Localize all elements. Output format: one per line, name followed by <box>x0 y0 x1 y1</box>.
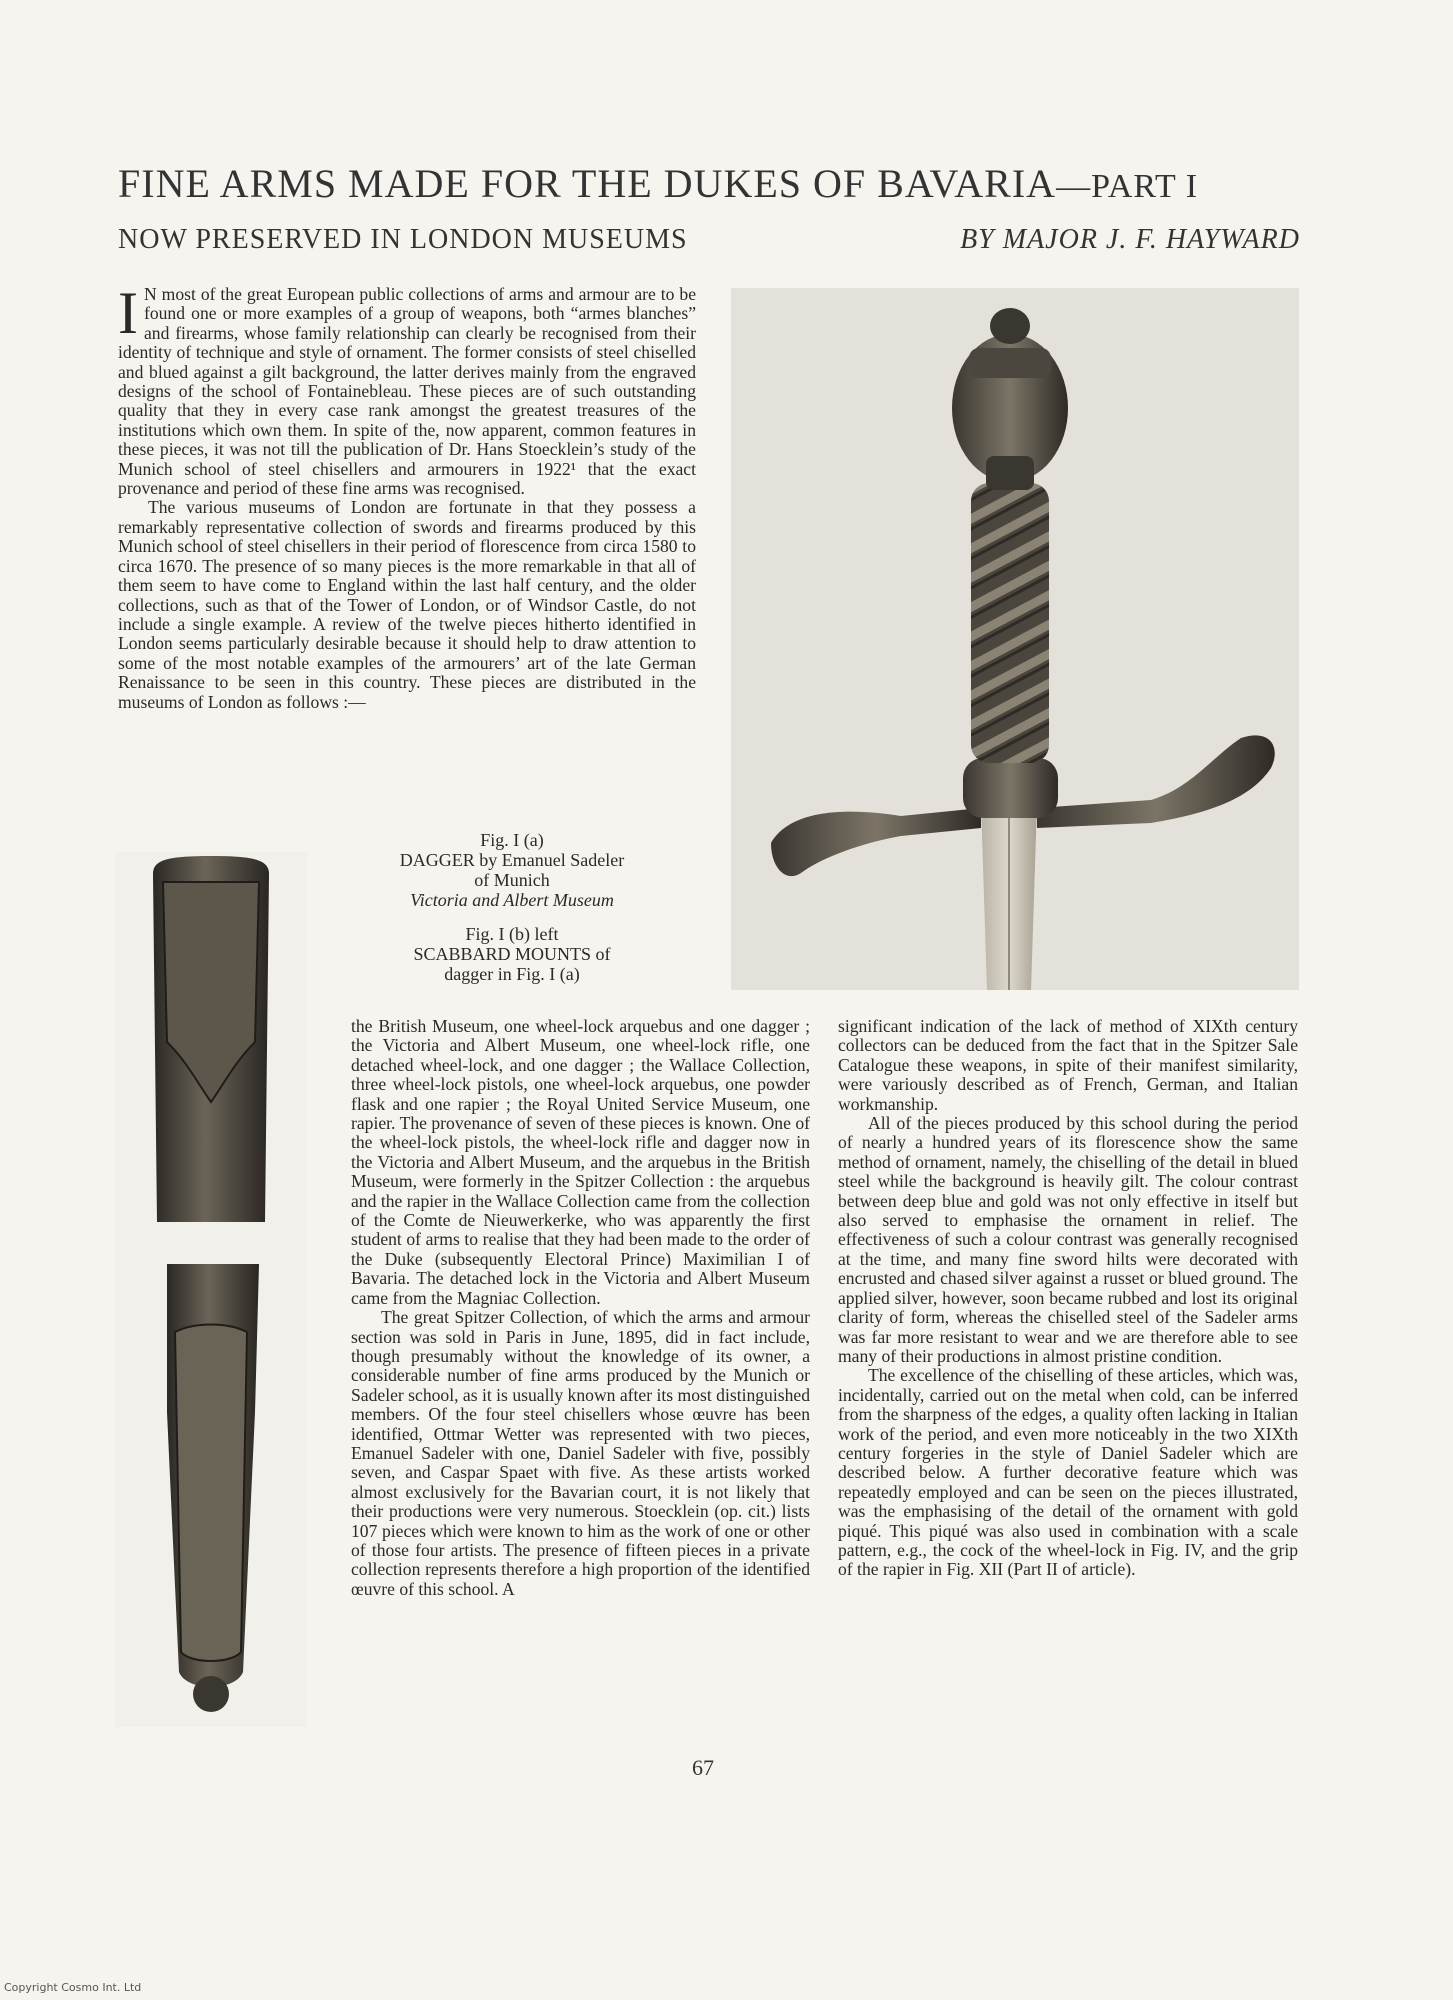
dagger-scabbard-photo <box>115 852 307 1727</box>
col3-paragraph-1: significant indication of the lack of method of XIXth century collectors can be deduced from the fact that in the Spitzer Sale Catalogue these weapons, in spite of their manifest similarity, were variously described as of French, German, and Italian workmanship. <box>838 1017 1298 1114</box>
page-number: 67 <box>692 1755 714 1780</box>
col2-paragraph-2: The great Spitzer Collection, of which the arms and armour section was sold in Paris in June, 1895, did in fact include, though presumably without the knowledge of its owner, a considerable number of fine arms produced by the Munich or Sadeler school, as it is usually known after its most distinguished members. Of the four steel chisellers whose œuvre has been identified, Ottmar Wetter was represented with two pieces, Emanuel Sadeler with one, Daniel Sadeler with five, possibly seven, and Caspar Spaet with five. As these artists worked almost exclusively for the Bavarian court, it is not likely that their productions were very numerous. Stoecklein (op. cit.) lists 107 pieces which were known to him as the work of one or other of those four artists. The presence of fifteen pieces in a private collection represents therefore a high proportion of the identified œuvre of this school. A <box>351 1307 810 1599</box>
sword-hilt-illustration <box>731 288 1299 990</box>
caption-fig-a-title: DAGGER by Emanuel Sadeler <box>399 850 625 870</box>
caption-fig-a-place: of Munich <box>474 870 550 890</box>
article-subtitle: NOW PRESERVED IN LONDON MUSEUMS <box>118 224 688 255</box>
article-title <box>118 160 1348 207</box>
body-column-2 <box>351 1017 810 1729</box>
intro-paragraph-1 <box>118 285 696 498</box>
article-title-main: FINE ARMS MADE FOR THE DUKES OF BAVARIA <box>118 161 1057 206</box>
caption-fig-a-museum: Victoria and Albert Museum <box>410 890 614 910</box>
article-title-part: —PART I <box>1056 168 1199 205</box>
caption-fig-a: Fig. I (a) <box>480 830 544 850</box>
caption-fig-b-title: SCABBARD MOUNTS of <box>413 944 611 964</box>
body-column-3 <box>838 1017 1298 1729</box>
sword-hilt-photo <box>731 288 1299 990</box>
col3-paragraph-2: All of the pieces produced by this school during the period of nearly a hundred years of its florescence show the same method of ornament, namely, the chiselling of the detail in blued steel while the background is heavily gilt. The colour contrast between deep blue and gold was not only effective in itself but also served to emphasise the ornament in relief. The effectiveness of such a colour contrast was generally recognised at the time, and many fine sword hilts were decorated with encrusted and chased silver against a russet or blued ground. The applied silver, however, soon became rubbed and lost its original clarity of form, whereas the chiselled steel of the Sadeler arms was far more resistant to wear and we are therefore able to see many of their productions in almost pristine condition. <box>838 1113 1298 1366</box>
dagger-scabbard-illustration <box>115 852 307 1727</box>
copyright-notice: Copyright Cosmo Int. Ltd <box>4 1981 142 1994</box>
intro-column <box>118 285 696 805</box>
figure-caption <box>362 830 662 984</box>
col3-paragraph-3: The excellence of the chiselling of these articles, which was, incidentally, carried out on the metal when cold, can be inferred from the sharpness of the edges, a quality often lacking in Italian work of the period, and even more noticeably in the two XIXth century forgeries in the style of Daniel Sadeler which are described below. A further decorative feature which was repeatedly employed and can be seen on the pieces illustrated, was the emphasising of the detail of the ornament with gold piqué. This piqué was also used in combination with a scale pattern, e.g., the cock of the wheel-lock in Fig. IV, and the grip of the rapier in Fig. XII (Part II of article). <box>838 1365 1298 1580</box>
col2-paragraph-1: the British Museum, one wheel-lock arquebus and one dagger ; the Victoria and Albert Museum, one wheel-lock rifle, one detached wheel-lock, and one dagger ; the Wallace Collection, three wheel-lock pistols, one wheel-lock arquebus, one powder flask and one rapier ; the Royal United Service Museum, one rapier. The provenance of seven of these pieces is known. One of the wheel-lock pistols, the wheel-lock rifle and dagger now in the Victoria and Albert Museum, and the arquebus in the British Museum, were formerly in the Spitzer Collection : the arquebus and the rapier in the Wallace Collection came from the collection of the Comte de Nieuwerkerke, who was apparently the first student of arms to realise that they had been made to the order of the Duke (subsequently Electoral Prince) Maximilian I of Bavaria. The detached lock in the Victoria and Albert Museum came from the Magniac Collection. <box>351 1017 810 1308</box>
intro-paragraph-2: The various museums of London are fortunate in that they possess a remarkably representative collection of swords and firearms produced by this Munich school of steel chisellers in their period of florescence from circa 1580 to circa 1670. The presence of so many pieces is the more remarkable in that all of them seem to have come to England within the last half century, and the older collections, such as that of the Tower of London, or of Windsor Castle, do not include a single example. A review of the twelve pieces hitherto identified in London seems particularly desirable because it should help to draw attention to some of the most notable examples of the armourers’ art of the late German Renaissance to be seen in this country. These pieces are distributed in the museums of London as follows :— <box>118 497 696 712</box>
caption-fig-b-sub: dagger in Fig. I (a) <box>444 964 580 984</box>
drop-cap: I <box>118 285 138 346</box>
article-byline: BY MAJOR J. F. HAYWARD <box>960 224 1300 255</box>
caption-fig-b: Fig. I (b) left <box>465 924 559 944</box>
intro-paragraph-1-text: N most of the great European public collections of arms and armour are to be found one or more examples of a group of weapons, both “armes blanches” and firearms, whose family relationship can clearly be recognised from their identity of technique and style of ornament. The former consists of steel chiselled and blued against a gilt background, the latter derives mainly from the engraved designs of the school of Fontainebleau. These pieces are of such outstanding quality that they in every case rank amongst the greatest treasures of the institutions which own them. In spite of the, now apparent, common features in these pieces, it was not till the publication of Dr. Hans Stoecklein’s study of the Munich school of steel chisellers and armourers in 1922¹ that the exact provenance and period of these fine arms was recognised. <box>118 285 696 499</box>
